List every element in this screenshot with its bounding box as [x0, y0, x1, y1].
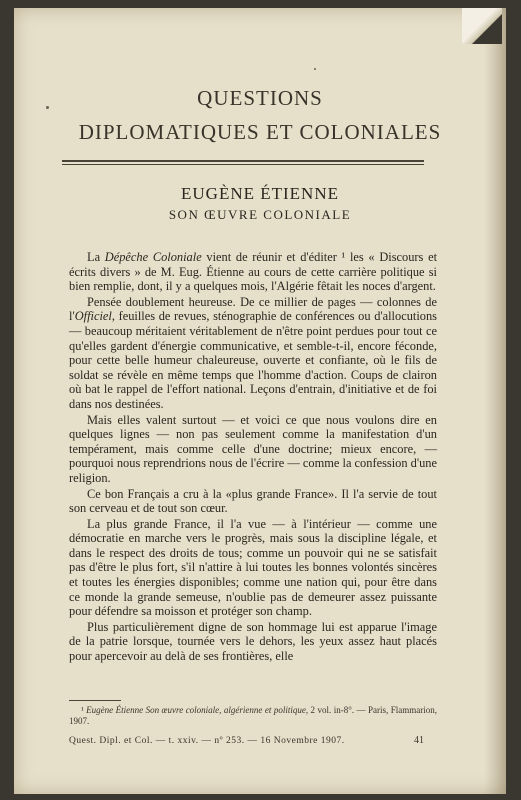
paragraph-5: [69, 517, 437, 619]
footnote: [69, 705, 437, 727]
paper-speck: [314, 68, 316, 70]
paragraph-6: [69, 620, 437, 664]
paragraph-emphasis: Officiel: [74, 309, 112, 324]
article-author: EUGÈNE ÉTIENNE: [181, 184, 339, 203]
page-curl: [462, 8, 502, 44]
paragraph-emphasis: Dépêche Coloniale: [104, 250, 202, 264]
document-page: [14, 8, 506, 794]
section-title-line1: QUESTIONS: [197, 86, 323, 110]
paragraph-text: La plus grande France, il l'a vue — à l'intérieur — comme une démocratie en marche vers le progrès, mais sous la discipline légale, et dans le respect des droits de tous; comme un pouvoir qui ne se satisfait pas d'être le plus fort, s'il n'attire à lui toutes les bonnes volontés sincères et toutes les énergies disponibles; comme une nation qui, pour être dans ce monde la grande semeuse, n'oublie pas de demeurer assez puissante pour défendre sa moisson et protéger son champ.: [69, 516, 437, 619]
footnote-marker: ¹: [81, 705, 87, 715]
header-rule-thick: [62, 160, 424, 162]
page-number: 41: [414, 735, 424, 746]
header-rule-thin: [62, 164, 424, 165]
footnote-title: Eugène Étienne Son œuvre coloniale, algérienne et politique: [86, 705, 306, 715]
paper-speck: [46, 106, 49, 109]
paragraph-text: Ce bon Français a cru à la «plus grande France». Il l'a servie de tout son cerveau et de tout son cœur.: [69, 486, 437, 516]
paragraph-text: , feuilles de revues, sténographie de conférences ou d'allocutions — beaucoup méritaient véritablement de n'être point perdues pour tout ce qu'elles gardent d'énergie communicative, et semble-t-il, encore féconde, pour cette belle humeur chaleureuse, ouverte et confiante, où le fils de soldat se révèle en même temps que l'homme d'action. Coups de clairon où bat le rappel de l'effort national. Leçons d'entrain, d'initiative et de foi dans nos destinées.: [69, 309, 437, 411]
paragraph-text: Pensée doublement heureuse. De ce millier de pages — colonnes de l': [69, 294, 437, 324]
footnote-rule: [69, 700, 121, 701]
paragraph-text: Plus particulièrement digne de son hommage lui est apparue l'image de la patrie lorsque, tournée vers le dehors, les yeux assez haut placés pour apercevoir au delà de ses frontières, elle: [69, 619, 437, 664]
paragraph-4: [69, 487, 437, 516]
paragraph-1: [69, 250, 437, 294]
paragraph-2: [69, 295, 437, 412]
article-body: [69, 250, 437, 664]
article-subtitle: SON ŒUVRE COLONIALE: [168, 207, 352, 222]
paragraph-text: vient de réunir et d'éditer ¹ les « Discours et écrits divers » de M. Eug. Étienne au cours de cette carrière politique si bien remplie, dont, il y a quelques mois, l'Algérie fêtait les noces d'argent.: [69, 250, 438, 294]
footnote-text: , 2 vol. in-8°. — Paris, Flammarion, 1907.: [69, 705, 437, 726]
paragraph-text: La: [87, 250, 105, 264]
paragraph-3: [69, 413, 437, 486]
section-title-line2: DIPLOMATIQUES ET COLONIALES: [78, 120, 442, 144]
running-footer: Quest. Dipl. et Col. — t. xxiv. — nº 253. — 16 Novembre 1907.: [69, 736, 345, 746]
paragraph-text: Mais elles valent surtout — et voici ce que nous voulons dire en quelques lignes — non pas seulement comme la manifestation d'un tempérament, mais comme celle d'une doctrine; mieux encore, — pourquoi nous reprendrions nous de l'écrire — comme la confession d'une religion.: [69, 412, 437, 485]
